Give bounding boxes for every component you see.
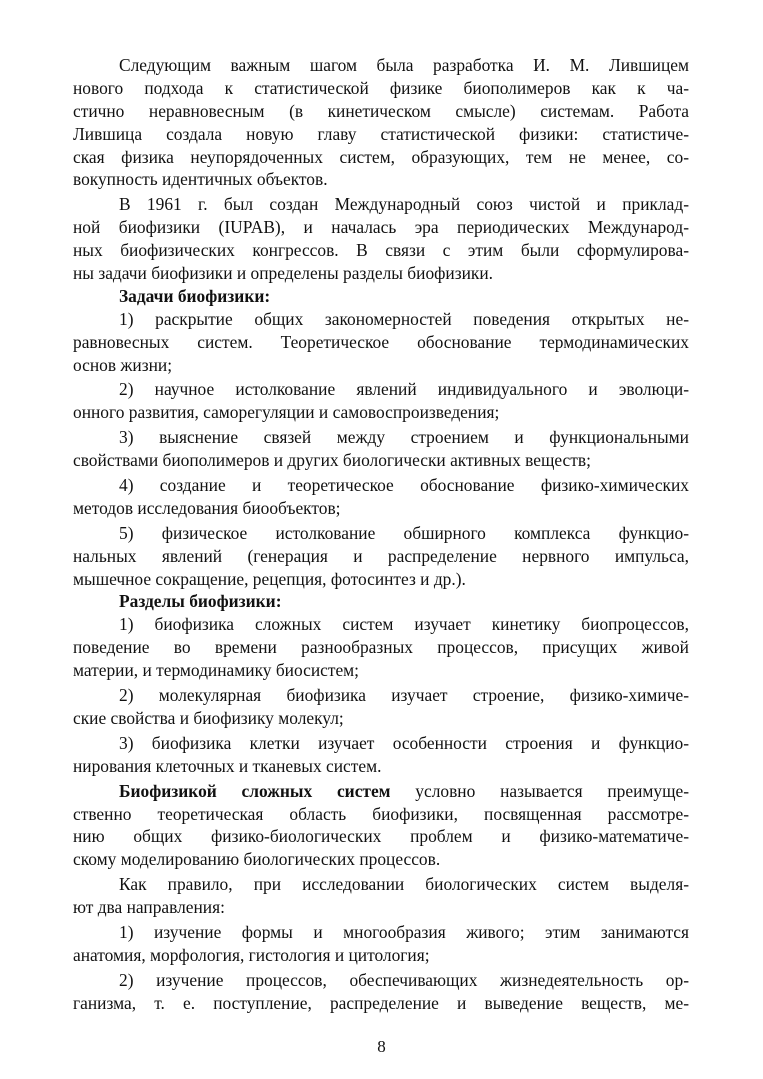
text-line: ных биофизических конгрессов. В связи с этим были сформулирова- [73,240,689,261]
section-heading-tasks: Задачи биофизики: [119,285,271,306]
paragraph [73,193,689,285]
page-number: 8 [377,1037,386,1056]
text-line: поведение во времени разнообразных процессов, присущих живой [73,637,689,658]
text-line: нальных явлений (генерация и распределение нервного импульса, [73,545,689,566]
text-line: нового подхода к статистической физике биополимеров как к ча- [73,77,689,98]
text-line [73,780,689,803]
text-line: равновесных систем. Теоретическое обоснование термодинамических [73,331,689,352]
list-item [73,308,689,377]
list-item [73,426,689,472]
text-line: методов исследования биообъектов; [73,497,341,518]
text-line: 5) физическое истолкование обширного комплекса функцио- [119,522,689,543]
text-line: материи, и термодинамику биосистем; [73,660,360,681]
text-line: анатомия, морфология, гистология и цитология; [73,944,430,965]
text-line: ственно теоретическая область биофизики, посвященная рассмотре- [73,803,689,824]
list-item [73,969,689,1015]
bold-term: Биофизикой сложных систем [119,780,391,801]
text-line: ны задачи биофизики и определены разделы биофизики. [73,263,493,284]
paragraph [73,780,689,872]
text-line: свойствами биополимеров и других биологически активных веществ; [73,450,591,471]
text-line: мышечное сокращение, рецепция, фотосинтез и др.). [73,568,466,589]
list-item [73,613,689,682]
text-line: 4) создание и теоретическое обоснование физико-химических [119,475,689,496]
text-line: нирования клеточных и тканевых систем. [73,755,382,776]
paragraph [73,54,689,191]
list-item [73,732,689,778]
section-heading-sections: Разделы биофизики: [119,591,282,612]
text-line: Как правило, при исследовании биологических систем выделя- [119,874,689,895]
text-line: ская физика неупорядоченных систем, образующих, тем не менее, со- [73,146,689,167]
text-line: скому моделированию биологических процессов. [73,849,441,870]
text-line: ганизма, т. е. поступление, распределение и выведение веществ, ме- [73,992,689,1013]
list-item [73,921,689,967]
text-line: 2) научное истолкование явлений индивидуального и эволюци- [119,379,689,400]
paragraph [73,873,689,919]
text-line: Следующим важным шагом была разработка И. М. Лившицем [119,55,689,75]
text-line: стично неравновесным (в кинетическом смысле) системам. Работа [73,100,689,121]
text-fragment: условно называется преимуще- [390,780,689,801]
list-item [73,474,689,520]
text-line: 3) выяснение связей между строением и функциональными [119,427,689,448]
text-line: 1) биофизика сложных систем изучает кинетику биопроцессов, [119,614,689,635]
text-line: В 1961 г. был создан Международный союз чистой и приклад- [119,194,689,215]
text-line: вокупность идентичных объектов. [73,169,328,190]
text-line: онного развития, саморегуляции и самовоспроизведения; [73,402,500,423]
list-item [73,522,689,591]
text-line: Лившица создала новую главу статистической физики: статистиче- [73,123,689,144]
text-line: 2) молекулярная биофизика изучает строение, физико-химиче- [119,685,689,706]
page-body [73,54,689,1015]
list-item [73,684,689,730]
text-line: 3) биофизика клетки изучает особенности строения и функцио- [119,732,689,753]
text-line: основ жизни; [73,354,173,375]
text-line: ские свойства и биофизику молекул; [73,707,344,728]
text-line: ют два направления: [73,897,225,918]
text-line: 1) изучение формы и многообразия живого; этим занимаются [119,921,689,942]
list-item [73,378,689,424]
text-line: нию общих физико-биологических проблем и физико-математиче- [73,826,689,847]
text-line: 1) раскрытие общих закономерностей поведения открытых не- [119,308,689,329]
text-line: ной биофизики (IUPAB), и началась эра периодических Международ- [73,217,689,238]
text-line: 2) изучение процессов, обеспечивающих жизнедеятельность ор- [119,969,689,990]
